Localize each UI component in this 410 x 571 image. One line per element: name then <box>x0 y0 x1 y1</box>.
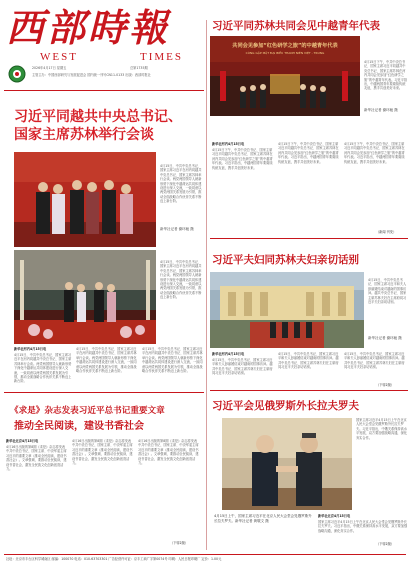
story-farewell-body-col2: 4月15日，中共中央总书记、国家主席习近平和夫人彭丽媛结束对越南的国事访问。越共中央总书记、国家主席苏林夫妇在主席府同习近平夫妇亲切话别。 <box>278 352 339 370</box>
story-qiushi <box>0 393 206 553</box>
lead-headline-line2: 国家主席苏林举行会谈 <box>14 127 154 143</box>
story-lavrov-body: 国家主席习近平4月15日上午在北京人民大会堂会见俄罗斯外长拉夫罗夫。习近平指出，中俄关系保持高水平发展，双方要加强战略沟通，深化务实合作。 <box>318 520 408 533</box>
lead-photo-2 <box>14 250 156 344</box>
masthead-latin-right: TIMES <box>140 51 183 63</box>
story-youth-byline: 新华社河内4月15日电 <box>212 142 245 146</box>
story-youth-headline: 习近平同苏林共同会见中越青年代表 <box>212 20 380 32</box>
lead-photo2-side-text: 4月15日，中共中央总书记、国家主席习近平在河内同越共中央总书记、国家主席苏林举行会谈。两党两国领导人就新形势下深化中越命运共同体建设进行深入交流，一致同意以两党两国关系发展为引领，推动全面战略合作伙伴关系不断迈上新台阶。 <box>160 260 202 300</box>
masthead-rule <box>4 90 204 91</box>
story-qiushi-headline-line2: 推动全民阅读，建设书香社会 <box>14 421 144 432</box>
lead-body-col1: 4月15日，中共中央总书记、国家主席习近平在河内同越共中央总书记、国家主席苏林举行会谈。两党两国领导人就新形势下深化中越命运共同体建设进行深入交流，一致同意以两党两国关系发展为引领，推动全面战略合作伙伴关系不断迈上新台阶。 <box>14 353 72 384</box>
lead-headline-line1: 习近平同越共中央总书记、 <box>14 109 182 125</box>
story-youth-banner-sub: CÙNG GẶP MẶT ĐẠI BIỂU THANH NIÊN VIỆT - TRUNG <box>245 51 325 55</box>
masthead-emblem-icon <box>8 65 26 83</box>
story-lavrov <box>208 392 410 552</box>
story-qiushi-headline-line1: 《求是》杂志发表习近平总书记重要文章 <box>10 406 165 416</box>
lead-caption-1: 新华社记者 谢环驰 摄 <box>160 227 194 231</box>
story-qiushi-body-col1: 4月16日出版的第8期《求是》杂志将发表中共中央总书记、国家主席、中央军委主席习近平的重要文章《推动全民阅读，建设书香社会》。文章强调，要推动全民阅读，建设书香社会，激发全民族文化创新创造活力。 <box>6 445 67 472</box>
story-lavrov-caption: 4月15日上午，国家主席习近平在北京人民大会堂会见俄罗斯外长拉夫罗夫。新华社记者 黄敬文 摄 <box>214 514 312 523</box>
lead-body-col2: 4月15日，中共中央总书记、国家主席习近平在河内同越共中央总书记、国家主席苏林举行会谈。两党两国领导人就新形势下深化中越命运共同体建设进行深入交流，一致同意以两党两国关系发展为引领，推动全面战略合作伙伴关系不断迈上新台阶。 <box>76 347 137 374</box>
story-youth-caption: 新华社记者 谢环驰 摄 <box>364 108 398 112</box>
story-youth-banner-title: 共同会见参加“红色研学之旅”的中越青年代表 <box>232 43 338 49</box>
story-qiushi-byline: 新华社北京4月15日电 <box>6 439 39 443</box>
story-lavrov-photo <box>222 418 352 510</box>
story-qiushi-more: （下转2版） <box>170 541 188 545</box>
story-qiushi-body-col3: 4月16日出版的第8期《求是》杂志将发表中共中央总书记、国家主席、中央军委主席习近平的重要文章《推动全民阅读，建设书香社会》。文章强调，要推动全民阅读，建设书香社会，激发全民族文化创新创造活力。 <box>138 439 199 466</box>
lead-byline: 新华社河内4月15日电 <box>14 347 47 351</box>
story-farewell-caption: 新华社记者 谢环驰 摄 <box>368 336 402 340</box>
footer-rule <box>4 554 406 555</box>
lead-body-col3: 4月15日，中共中央总书记、国家主席习近平在河内同越共中央总书记、国家主席苏林举行会谈。两党两国领导人就新形势下深化中越命运共同体建设进行深入交流，一致同意以两党两国关系发展为引领，推动全面战略合作伙伴关系不断迈上新台阶。 <box>142 347 203 374</box>
story-youth-body-col3: 4月15日下午，中共中央总书记、国家主席习近平同越共中央总书记、国家主席苏林在河内共同会见参加“红色研学之旅”的中越青年代表。习近平指出，中越两国青年要赓续传统友谊，携手共创美好未来。 <box>344 142 405 164</box>
lead-story <box>0 92 206 392</box>
story-farewell-more: （下转2版） <box>376 383 394 387</box>
story-youth-side-text: 4月15日下午，中共中央总书记、国家主席习近平同越共中央总书记、国家主席苏林在河内共同会见参加“红色研学之旅”的中越青年代表。习近平指出，中越两国青年要赓续传统友谊，携手共创美好未来。 <box>364 60 408 91</box>
story-youth-body-col1: 4月15日下午，中共中央总书记、国家主席习近平同越共中央总书记、国家主席苏林在河内共同会见参加“红色研学之旅”的中越青年代表。习近平指出，中越两国青年要赓续传统友谊，携手共创美好未来。 <box>212 148 273 170</box>
lead-photo-side-text: 4月15日，中共中央总书记、国家主席习近平在河内同越共中央总书记、国家主席苏林举行会谈。两党两国领导人就新形势下深化中越命运共同体建设进行深入交流，一致同意以两党两国关系发展为引领，推动全面战略合作伙伴关系不断迈上新台阶。 <box>160 164 202 204</box>
story-farewell-headline: 习近平夫妇同苏林夫妇亲切话别 <box>212 254 359 266</box>
story-lavrov-byline: 新华社北京4月15日电 <box>318 514 351 518</box>
story-farewell-body-col3: 4月15日，中共中央总书记、国家主席习近平和夫人彭丽媛结束对越南的国事访问。越共中央总书记、国家主席苏林夫妇在主席府同习近平夫妇亲切话别。 <box>344 352 405 370</box>
story-lavrov-headline: 习近平会见俄罗斯外长拉夫罗夫 <box>212 400 359 412</box>
story-farewell-rule <box>210 390 408 391</box>
story-qiushi-body-col2: 4月16日出版的第8期《求是》杂志将发表中共中央总书记、国家主席、中央军委主席习近平的重要文章《推动全民阅读，建设书香社会》。文章强调，要推动全民阅读，建设书香社会，激发全民族文化创新创造活力。 <box>72 439 133 466</box>
masthead-title: 西部時報 <box>6 5 171 50</box>
story-farewell-body-col1: 4月15日，中共中央总书记、国家主席习近平和夫人彭丽媛结束对越南的国事访问。越共中央总书记、国家主席苏林夫妇在主席府同习近平夫妇亲切话别。 <box>212 358 273 376</box>
story-lavrov-side-text: 国家主席习近平4月15日上午在北京人民大会堂会见俄罗斯外长拉夫罗夫。习近平指出，中俄关系保持高水平发展，双方要加强战略沟通，深化务实合作。 <box>356 418 407 440</box>
story-farewell-byline: 新华社河内4月15日电 <box>212 352 245 356</box>
masthead-issue: 总第1735期 <box>130 66 148 70</box>
footer-info: 社址：北京市丰台区科学城南区 邮编：100070 电话：010-63703301 广告经营许可证：京丰工商广字第0074号 印刷：人民日报印刷厂 定价：1.00元 <box>6 557 222 561</box>
story-farewell-photo <box>210 272 364 348</box>
story-youth-rule <box>210 238 408 239</box>
masthead-latin-left: WEST <box>40 51 78 63</box>
center-divider <box>206 20 207 550</box>
lead-photo-1 <box>14 152 156 247</box>
story-farewell <box>208 240 410 392</box>
masthead-date: 2026年4月17日 星期五 <box>32 66 67 70</box>
story-youth-meeting <box>208 0 410 240</box>
story-youth-body-col2: 4月15日下午，中共中央总书记、国家主席习近平同越共中央总书记、国家主席苏林在河内共同会见参加“红色研学之旅”的中越青年代表。习近平指出，中越两国青年要赓续传统友谊，携手共创美好未来。 <box>278 142 339 164</box>
story-youth-photo <box>210 36 360 116</box>
masthead-sponsor: 主管主办：中国西部研究与发展促进会 国内统一刊号CN11-0133 出版：西部时报社 <box>32 73 151 77</box>
story-youth-more: （新闻 刊发） <box>376 230 397 234</box>
story-lavrov-more: （下转2版） <box>376 542 394 546</box>
story-farewell-side-text: 4月15日，中共中央总书记、国家主席习近平和夫人彭丽媛结束对越南的国事访问。越共中央总书记、国家主席苏林夫妇在主席府同习近平夫妇亲切话别。 <box>368 278 407 305</box>
masthead <box>0 0 206 92</box>
